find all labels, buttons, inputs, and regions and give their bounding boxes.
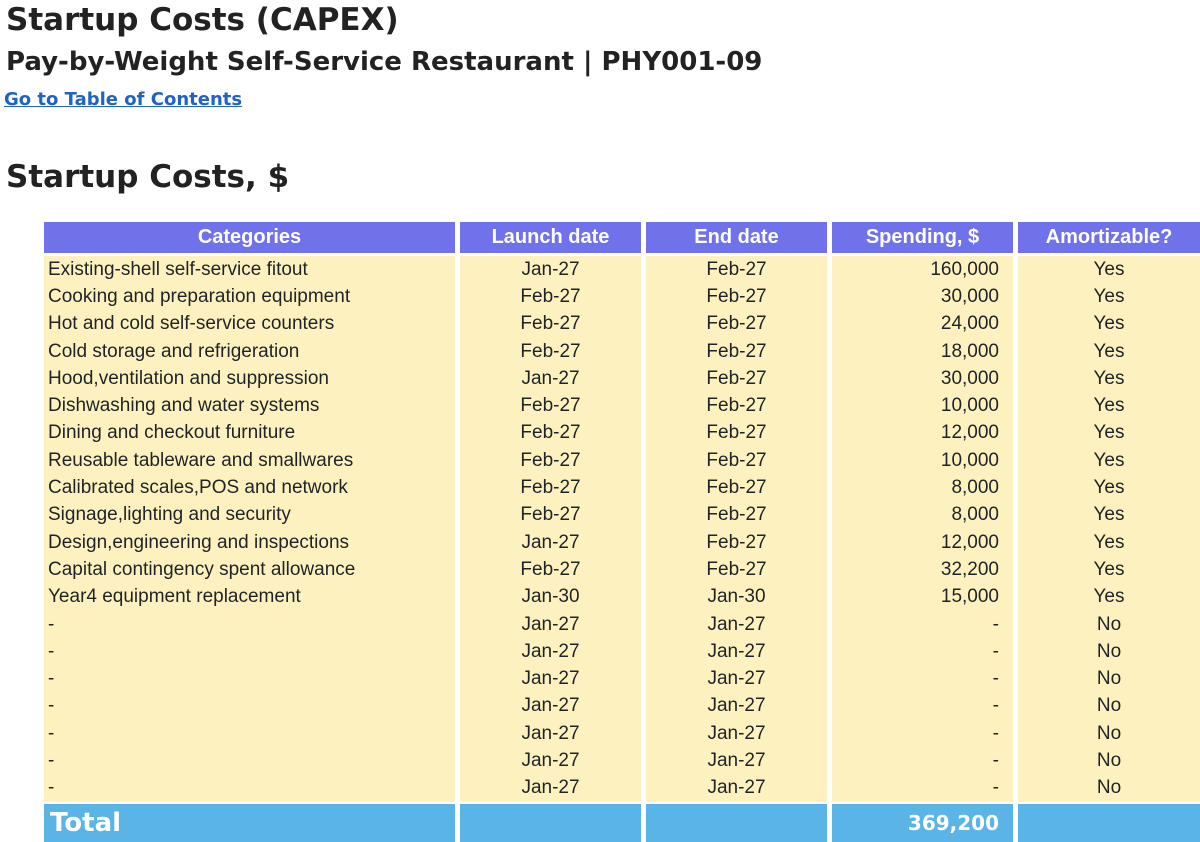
end-date-cell: Jan-27 <box>646 747 827 774</box>
end-date-cell: Jan-27 <box>646 720 827 747</box>
page-title: Startup Costs (CAPEX) <box>6 2 399 38</box>
spending-cell: - <box>832 638 1013 665</box>
table-row <box>44 420 1200 447</box>
category-cell: Existing-shell self-service fitout <box>44 256 455 283</box>
launch-date-cell: Jan-27 <box>460 638 641 665</box>
total-empty-cell <box>646 802 827 842</box>
end-date-cell: Feb-27 <box>646 311 827 338</box>
category-cell: - <box>44 611 455 638</box>
table-row <box>44 392 1200 419</box>
spending-cell: 30,000 <box>832 365 1013 392</box>
category-cell: - <box>44 665 455 692</box>
end-date-cell: Feb-27 <box>646 392 827 419</box>
total-empty-cell <box>1018 802 1200 842</box>
category-cell: Dining and checkout furniture <box>44 420 455 447</box>
amortizable-cell: No <box>1018 693 1200 720</box>
amortizable-cell: No <box>1018 611 1200 638</box>
amortizable-cell: Yes <box>1018 447 1200 474</box>
column-header-categories: Categories <box>44 222 455 256</box>
amortizable-cell: Yes <box>1018 256 1200 283</box>
table-row <box>44 256 1200 283</box>
amortizable-cell: No <box>1018 720 1200 747</box>
end-date-cell: Feb-27 <box>646 502 827 529</box>
end-date-cell: Feb-27 <box>646 529 827 556</box>
end-date-cell: Feb-27 <box>646 556 827 583</box>
launch-date-cell: Feb-27 <box>460 447 641 474</box>
spending-cell: 160,000 <box>832 256 1013 283</box>
launch-date-cell: Jan-27 <box>460 775 641 802</box>
category-cell: Cooking and preparation equipment <box>44 283 455 310</box>
table-row <box>44 665 1200 692</box>
spending-cell: - <box>832 665 1013 692</box>
spending-cell: 12,000 <box>832 529 1013 556</box>
column-header-end-date: End date <box>646 222 827 256</box>
launch-date-cell: Feb-27 <box>460 502 641 529</box>
end-date-cell: Feb-27 <box>646 283 827 310</box>
end-date-cell: Feb-27 <box>646 365 827 392</box>
table-row <box>44 311 1200 338</box>
column-header-amortizable: Amortizable? <box>1018 222 1200 256</box>
launch-date-cell: Feb-27 <box>460 474 641 501</box>
amortizable-cell: Yes <box>1018 283 1200 310</box>
launch-date-cell: Feb-27 <box>460 311 641 338</box>
table-row <box>44 474 1200 501</box>
table-row <box>44 747 1200 774</box>
spending-cell: - <box>832 747 1013 774</box>
end-date-cell: Jan-27 <box>646 665 827 692</box>
end-date-cell: Feb-27 <box>646 256 827 283</box>
amortizable-cell: Yes <box>1018 365 1200 392</box>
total-row <box>44 802 1200 842</box>
category-cell: Calibrated scales,POS and network <box>44 474 455 501</box>
spending-cell: - <box>832 775 1013 802</box>
spending-cell: 10,000 <box>832 447 1013 474</box>
launch-date-cell: Jan-27 <box>460 747 641 774</box>
end-date-cell: Jan-27 <box>646 638 827 665</box>
page-subtitle: Pay-by-Weight Self-Service Restaurant | PHY001-09 <box>6 47 763 77</box>
launch-date-cell: Jan-27 <box>460 529 641 556</box>
table-row <box>44 365 1200 392</box>
spending-cell: - <box>832 720 1013 747</box>
spending-cell: 12,000 <box>832 420 1013 447</box>
end-date-cell: Feb-27 <box>646 420 827 447</box>
category-cell: - <box>44 638 455 665</box>
table-row <box>44 338 1200 365</box>
launch-date-cell: Feb-27 <box>460 420 641 447</box>
startup-costs-table <box>39 222 1200 842</box>
amortizable-cell: Yes <box>1018 502 1200 529</box>
total-empty-cell <box>460 802 641 842</box>
amortizable-cell: Yes <box>1018 420 1200 447</box>
category-cell: Dishwashing and water systems <box>44 392 455 419</box>
amortizable-cell: Yes <box>1018 392 1200 419</box>
category-cell: Year4 equipment replacement <box>44 584 455 611</box>
launch-date-cell: Jan-27 <box>460 665 641 692</box>
amortizable-cell: Yes <box>1018 338 1200 365</box>
amortizable-cell: No <box>1018 638 1200 665</box>
launch-date-cell: Feb-27 <box>460 556 641 583</box>
category-cell: - <box>44 775 455 802</box>
spending-cell: 15,000 <box>832 584 1013 611</box>
table-row <box>44 502 1200 529</box>
category-cell: Cold storage and refrigeration <box>44 338 455 365</box>
spending-cell: 10,000 <box>832 392 1013 419</box>
spending-cell: 32,200 <box>832 556 1013 583</box>
category-cell: Design,engineering and inspections <box>44 529 455 556</box>
spending-cell: 18,000 <box>832 338 1013 365</box>
amortizable-cell: Yes <box>1018 584 1200 611</box>
spending-cell: 8,000 <box>832 474 1013 501</box>
amortizable-cell: Yes <box>1018 556 1200 583</box>
amortizable-cell: No <box>1018 747 1200 774</box>
launch-date-cell: Jan-27 <box>460 693 641 720</box>
launch-date-cell: Feb-27 <box>460 283 641 310</box>
table-row <box>44 447 1200 474</box>
end-date-cell: Feb-27 <box>646 447 827 474</box>
spending-cell: 8,000 <box>832 502 1013 529</box>
end-date-cell: Feb-27 <box>646 338 827 365</box>
category-cell: Capital contingency spent allowance <box>44 556 455 583</box>
table-header-row <box>44 222 1200 256</box>
section-title: Startup Costs, $ <box>6 159 290 195</box>
table-row <box>44 611 1200 638</box>
spending-cell: 24,000 <box>832 311 1013 338</box>
table-of-contents-link[interactable]: Go to Table of Contents <box>4 89 243 110</box>
table-row <box>44 720 1200 747</box>
category-cell: Reusable tableware and smallwares <box>44 447 455 474</box>
total-label: Total <box>44 802 455 842</box>
category-cell: - <box>44 747 455 774</box>
table-row <box>44 775 1200 802</box>
category-cell: Hot and cold self-service counters <box>44 311 455 338</box>
amortizable-cell: Yes <box>1018 474 1200 501</box>
launch-date-cell: Jan-30 <box>460 584 641 611</box>
table-row <box>44 283 1200 310</box>
amortizable-cell: No <box>1018 775 1200 802</box>
column-header-launch-date: Launch date <box>460 222 641 256</box>
column-header-spending: Spending, $ <box>832 222 1013 256</box>
table-row <box>44 556 1200 583</box>
amortizable-cell: Yes <box>1018 529 1200 556</box>
spending-cell: - <box>832 693 1013 720</box>
table-row <box>44 693 1200 720</box>
launch-date-cell: Jan-27 <box>460 611 641 638</box>
launch-date-cell: Jan-27 <box>460 256 641 283</box>
amortizable-cell: No <box>1018 665 1200 692</box>
category-cell: - <box>44 693 455 720</box>
end-date-cell: Jan-27 <box>646 611 827 638</box>
end-date-cell: Feb-27 <box>646 474 827 501</box>
table-row <box>44 584 1200 611</box>
launch-date-cell: Jan-27 <box>460 720 641 747</box>
spending-cell: 30,000 <box>832 283 1013 310</box>
category-cell: Hood,ventilation and suppression <box>44 365 455 392</box>
category-cell: Signage,lighting and security <box>44 502 455 529</box>
table-row <box>44 529 1200 556</box>
amortizable-cell: Yes <box>1018 311 1200 338</box>
launch-date-cell: Feb-27 <box>460 338 641 365</box>
total-spending: 369,200 <box>832 802 1013 842</box>
table-body <box>44 256 1200 842</box>
launch-date-cell: Jan-27 <box>460 365 641 392</box>
launch-date-cell: Feb-27 <box>460 392 641 419</box>
end-date-cell: Jan-27 <box>646 693 827 720</box>
table-row <box>44 638 1200 665</box>
category-cell: - <box>44 720 455 747</box>
end-date-cell: Jan-27 <box>646 775 827 802</box>
spending-cell: - <box>832 611 1013 638</box>
end-date-cell: Jan-30 <box>646 584 827 611</box>
